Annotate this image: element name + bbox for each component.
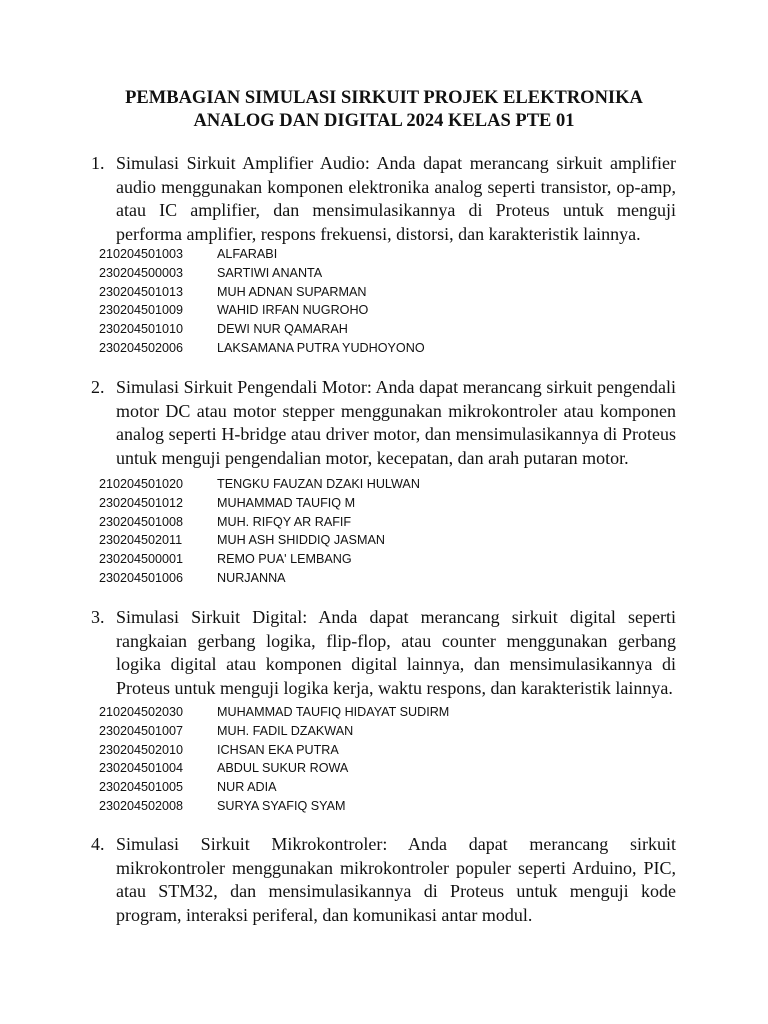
student-id: 230204501007 bbox=[99, 723, 184, 738]
student-name: ICHSAN EKA PUTRA bbox=[217, 742, 339, 757]
student-id: 210204501020 bbox=[99, 477, 184, 491]
student-id: 230204501012 bbox=[99, 495, 184, 510]
list-item bbox=[99, 703, 599, 722]
student-name: ALFARABI bbox=[217, 247, 278, 261]
student-name: MUHAMMAD TAUFIQ M bbox=[217, 495, 356, 510]
section-description: Simulasi Sirkuit Mikrokontroler: Anda dapat merancang sirkuit mikrokontroler menggunakan mikrokontroler populer seperti Arduino, PIC, atau STM32, dan mensimulasikannya di Proteus untuk menguji kode program, interaksi periferal, dan komunikasi antar modul. bbox=[116, 834, 676, 925]
list-item bbox=[99, 550, 599, 569]
student-id: 230204501010 bbox=[99, 322, 184, 337]
student-name: DEWI NUR QAMARAH bbox=[217, 322, 348, 337]
list-item bbox=[99, 741, 599, 760]
section-description: Simulasi Sirkuit Pengendali Motor: Anda dapat merancang sirkuit pengendali motor DC atau motor stepper menggunakan mikrokontroler atau komponen analog seperti H-bridge atau driver motor, dan mensimulasikannya di Proteus untuk menguji pengendalian motor, kecepatan, dan arah putaran motor. bbox=[116, 377, 676, 468]
student-name: WAHID IRFAN NUGROHO bbox=[217, 303, 369, 318]
member-list-1 bbox=[99, 245, 599, 358]
list-item bbox=[99, 778, 599, 797]
document-title bbox=[0, 87, 768, 133]
student-id: 230204501006 bbox=[99, 570, 184, 585]
student-id: 230204502010 bbox=[99, 742, 184, 757]
section-number: 3. bbox=[91, 607, 105, 627]
student-name: MUH ADNAN SUPARMAN bbox=[217, 284, 367, 299]
student-name: MUH ASH SHIDDIQ JASMAN bbox=[217, 533, 385, 548]
student-id: 230204501009 bbox=[99, 303, 184, 318]
student-name: SURYA SYAFIQ SYAM bbox=[217, 798, 346, 813]
student-name: NUR ADIA bbox=[217, 780, 277, 795]
member-list-3 bbox=[99, 703, 599, 816]
student-name: MUHAMMAD TAUFIQ HIDAYAT SUDIRM bbox=[217, 705, 450, 719]
list-item bbox=[99, 569, 599, 588]
student-name: MUH. RIFQY AR RAFIF bbox=[217, 514, 352, 529]
list-item bbox=[99, 339, 599, 358]
student-name: SARTIWI ANANTA bbox=[217, 265, 323, 280]
student-id: 230204502011 bbox=[99, 533, 183, 548]
member-list-2 bbox=[99, 475, 599, 588]
student-id: 230204502006 bbox=[99, 340, 184, 355]
student-id: 230204501008 bbox=[99, 514, 184, 529]
list-item bbox=[99, 759, 599, 778]
student-id: 230204501004 bbox=[99, 761, 184, 776]
list-item bbox=[99, 797, 599, 816]
list-item bbox=[99, 494, 599, 513]
list-item bbox=[99, 264, 599, 283]
list-item bbox=[99, 531, 599, 550]
student-name: NURJANNA bbox=[217, 570, 286, 585]
section-description: Simulasi Sirkuit Amplifier Audio: Anda dapat merancang sirkuit amplifier audio menggunakan komponen elektronika analog seperti transistor, op-amp, atau IC amplifier, dan mensimulasikannya di Proteus untuk menguji performa amplifier, respons frekuensi, distorsi, dan karakteristik lainnya. bbox=[116, 153, 676, 244]
title-line-1: PEMBAGIAN SIMULASI SIRKUIT PROJEK ELEKTRONIKA bbox=[125, 88, 643, 108]
section-number: 1. bbox=[91, 153, 105, 173]
list-item bbox=[99, 722, 599, 741]
student-name: MUH. FADIL DZAKWAN bbox=[217, 723, 354, 738]
student-id: 230204500001 bbox=[99, 552, 184, 567]
list-item bbox=[99, 320, 599, 339]
student-id: 230204501013 bbox=[99, 284, 184, 299]
student-id: 230204500003 bbox=[99, 265, 184, 280]
student-id: 230204501005 bbox=[99, 780, 184, 795]
list-item bbox=[99, 283, 599, 302]
list-item bbox=[99, 245, 599, 264]
student-id: 210204502030 bbox=[99, 705, 184, 719]
student-id: 210204501003 bbox=[99, 247, 184, 261]
section-description: Simulasi Sirkuit Digital: Anda dapat merancang sirkuit digital seperti rangkaian gerbang logika, flip-flop, atau counter menggunakan gerbang logika digital atau komponen digital lainnya, dan mensimulasikannya di Proteus untuk menguji logika kerja, waktu respons, dan karakteristik lainnya. bbox=[116, 607, 676, 698]
section-number: 4. bbox=[91, 834, 105, 854]
student-id: 230204502008 bbox=[99, 798, 184, 813]
student-name: ABDUL SUKUR ROWA bbox=[217, 761, 349, 776]
student-name: LAKSAMANA PUTRA YUDHOYONO bbox=[217, 340, 425, 355]
list-item bbox=[99, 475, 599, 494]
section-number: 2. bbox=[91, 377, 105, 397]
list-item bbox=[99, 301, 599, 320]
student-name: TENGKU FAUZAN DZAKI HULWAN bbox=[217, 477, 420, 491]
title-line-2: ANALOG DAN DIGITAL 2024 KELAS PTE 01 bbox=[193, 111, 575, 131]
list-item bbox=[99, 513, 599, 532]
student-name: REMO PUA' LEMBANG bbox=[217, 552, 352, 567]
